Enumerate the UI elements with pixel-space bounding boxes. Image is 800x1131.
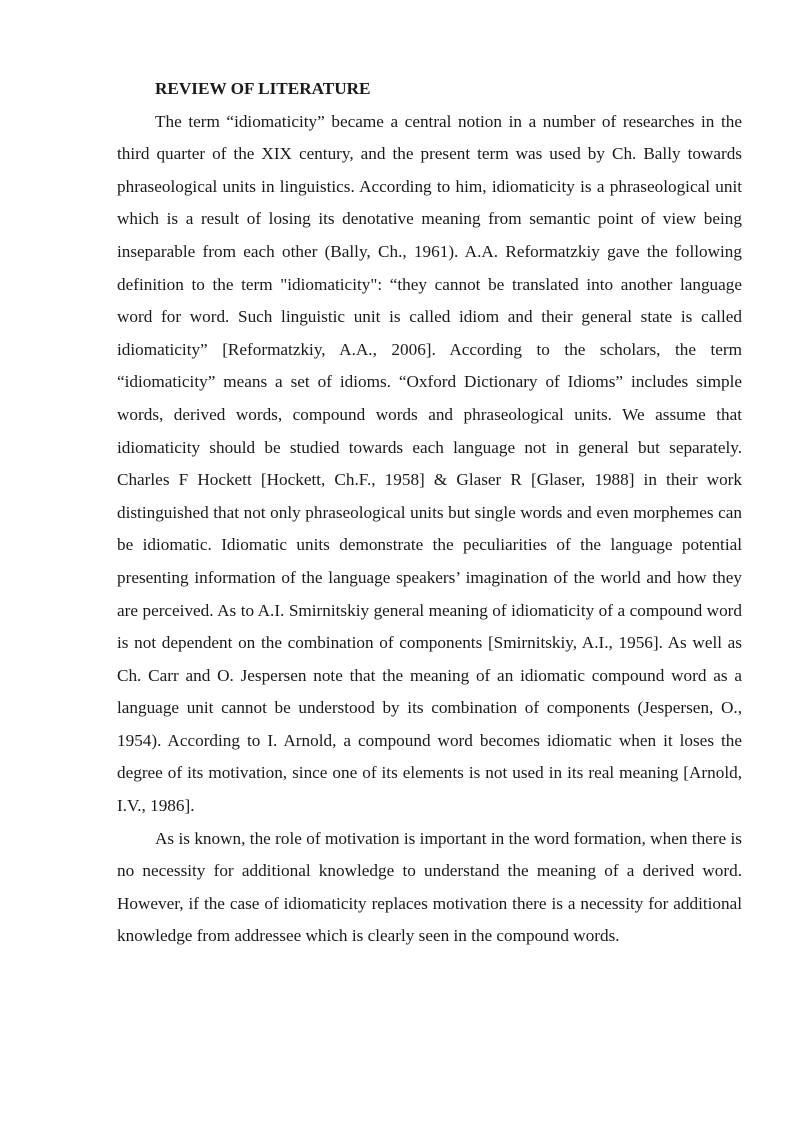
section-heading: REVIEW OF LITERATURE [155,79,371,98]
paragraph-1: The term “idiomaticity” became a central notion in a number of researches in the third quarter of the XIX century, and the present term was used by Ch. Bally towards phraseological units in linguistics. According to him, idiomaticity is a phraseological unit which is a result of losing its denotative meaning from semantic point of view being inseparable from each other (Bally, Ch., 1961). A.A. Reformatzkiy gave the following definition to the term "idiomaticity": “they cannot be translated into another language word for word. Such linguistic unit is called idiom and their general state is called idiomaticity” [Reformatzkiy, A.A., 2006]. According to the scholars, the term “idiomaticity” means a set of idioms. “Oxford Dictionary of Idioms” includes simple words, derived words, compound words and phraseological units. We assume that idiomaticity should be studied towards each language not in general but separately. Charles F Hockett [Hockett, Ch.F., 1958] & Glaser R [Glaser, 1988] in their work distinguished that not only phraseological units but single words and even morphemes can be idiomatic. Idiomatic units demonstrate the peculiarities of the language potential presenting information of the language speakers’ imagination of the world and how they are perceived. As to A.I. Smirnitskiy general meaning of idiomaticity of a compound word is not dependent on the combination of components [Smirnitskiy, A.I., 1956]. As well as Ch. Carr and O. Jespersen note that the meaning of an idiomatic compound word as a language unit cannot be understood by its combination of components (Jespersen, O., 1954). According to I. Arnold, a compound word becomes idiomatic when it loses the degree of its motivation, since one of its elements is not used in its real meaning [Arnold, I.V., 1986]. [117,111,742,816]
paragraph-2: As is known, the role of motivation is important in the word formation, when there is no necessity for additional knowledge to understand the meaning of a derived word. However, if the case of idiomaticity replaces motivation there is a necessity for additional knowledge from addressee which is clearly seen in the compound words. [117,828,742,946]
document-body [117,73,742,953]
